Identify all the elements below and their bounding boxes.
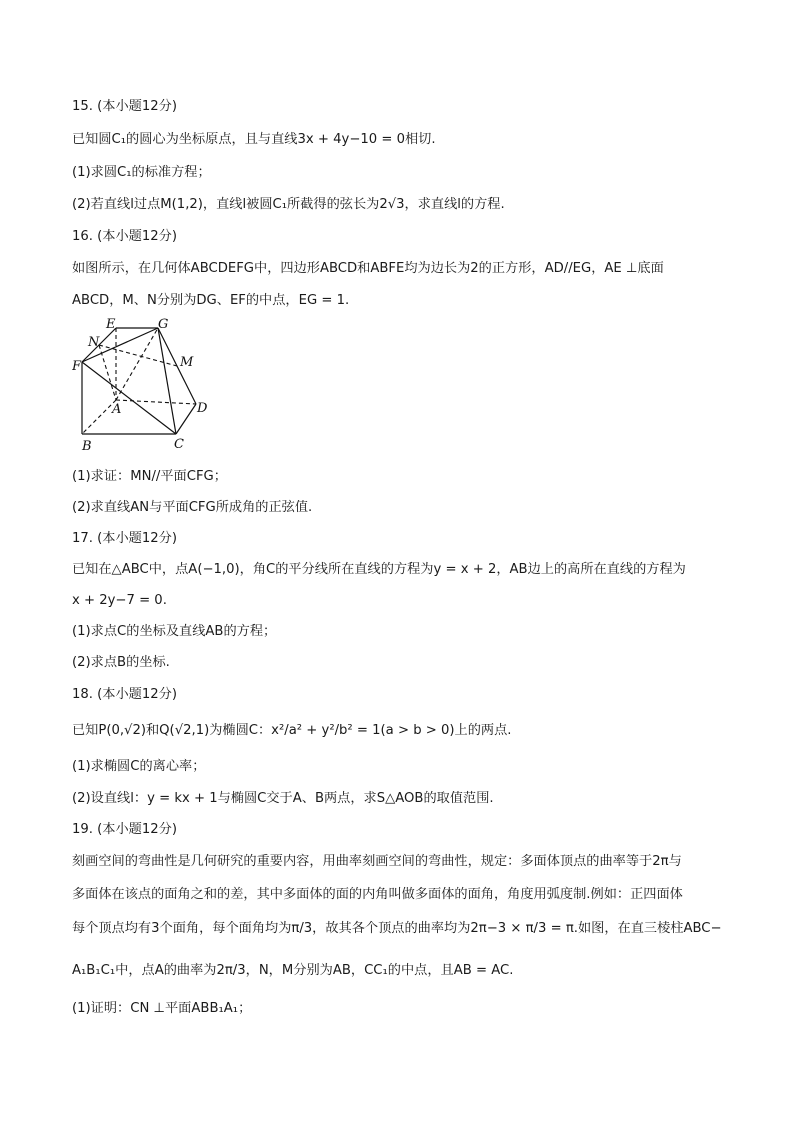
problem-17-part-2: (2)求点B的坐标. [72, 655, 170, 670]
segment-NA-hidden [99, 345, 116, 400]
vertex-label-B: B [82, 439, 92, 452]
vertex-label-F: F [72, 359, 82, 374]
vertex-label-M: M [180, 355, 194, 370]
problem-15-part-2: (2)若直线l过点M(1,2)，直线l被圆C₁所截得的弦长为2√3，求直线l的方程. [72, 197, 505, 212]
vertex-label-C: C [174, 437, 184, 452]
problem-17-header: 17. (本小题12分) [72, 531, 177, 546]
edge-GC [158, 328, 176, 434]
vertex-label-D: D [197, 401, 208, 416]
problem-16-statement-line-1: 如图所示，在几何体ABCDEFG中，四边形ABCD和ABFE均为边长为2的正方形，AD//EG，AE ⊥底面 [72, 261, 664, 276]
problem-16-part-1: (1)求证：MN//平面CFG； [72, 469, 227, 484]
problem-15-header: 15. (本小题12分) [72, 99, 177, 114]
edge-AG-hidden [116, 328, 158, 400]
problem-16-statement-line-2: ABCD，M、N分别为DG、EF的中点，EG = 1. [72, 293, 350, 308]
problem-18-header: 18. (本小题12分) [72, 687, 177, 702]
geometry-figure [72, 318, 212, 452]
polyhedron-diagram [72, 318, 212, 452]
problem-19-statement-line-1: 刻画空间的弯曲性是几何研究的重要内容，用曲率刻画空间的弯曲性，规定：多面体顶点的曲率等于2π与 [72, 854, 682, 869]
vertex-label-E: E [106, 318, 116, 332]
vertex-label-A: A [112, 402, 122, 417]
problem-18-statement: 已知P(0,√2)和Q(√2,1)为椭圆C：x²/a² + y²/b² = 1(a > b > 0)上的两点. [72, 723, 512, 738]
problem-18-part-1: (1)求椭圆C的离心率； [72, 759, 206, 774]
vertex-label-N: N [88, 335, 100, 350]
problem-15-part-1: (1)求圆C₁的标准方程； [72, 165, 211, 180]
edge-CD [176, 404, 196, 434]
problem-19-statement-line-2: 多面体在该点的面角之和的差，其中多面体的面的内角叫做多面体的面角，角度用弧度制.例如：正四面体 [72, 887, 683, 902]
problem-16-header: 16. (本小题12分) [72, 229, 177, 244]
problem-17-statement-line-2: x + 2y−7 = 0. [72, 593, 167, 608]
problem-19-statement-line-3: 每个顶点均有3个面角，每个面角均为π/3，故其各个顶点的曲率均为2π−3 × π/3 = π.如图，在直三棱柱ABC− [72, 921, 722, 936]
problem-18-part-2: (2)设直线l：y = kx + 1与椭圆C交于A、B两点，求S△AOB的取值范围. [72, 791, 494, 806]
edge-FC [82, 362, 176, 434]
problem-15-statement: 已知圆C₁的圆心为坐标原点，且与直线3x + 4y−10 = 0相切. [72, 132, 436, 147]
edge-AD-hidden [116, 400, 196, 404]
problem-17-part-1: (1)求点C的坐标及直线AB的方程； [72, 624, 277, 639]
problem-17-statement-line-1: 已知在△ABC中，点A(−1,0)，角C的平分线所在直线的方程为y = x + 2，AB边上的高所在直线的方程为 [72, 562, 686, 577]
problem-19-statement-line-4: A₁B₁C₁中，点A的曲率为2π/3，N，M分别为AB，CC₁的中点，且AB = AC. [72, 963, 514, 978]
problem-19-part-1: (1)证明：CN ⊥平面ABB₁A₁； [72, 1001, 252, 1016]
edge-AB-hidden [82, 400, 116, 434]
vertex-label-G: G [158, 318, 169, 332]
problem-16-part-2: (2)求直线AN与平面CFG所成角的正弦值. [72, 500, 313, 515]
problem-19-header: 19. (本小题12分) [72, 822, 177, 837]
